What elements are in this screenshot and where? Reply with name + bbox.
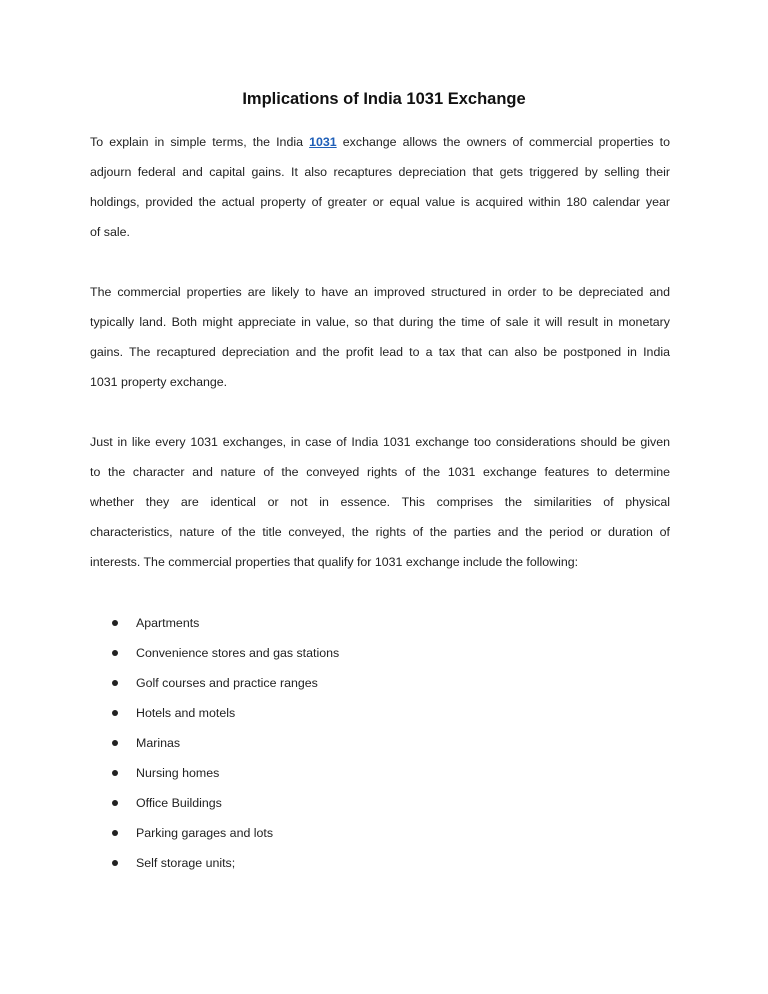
list-item-label: Apartments bbox=[136, 616, 200, 630]
paragraph-depreciation bbox=[90, 277, 670, 397]
link-1031[interactable]: 1031 bbox=[309, 135, 337, 149]
paragraph-line: typically land. Both might appreciate in value, so that during the time of sale it will result in monetary bbox=[90, 315, 670, 329]
text-run: exchange allows the owners of commercial properties to bbox=[336, 135, 670, 149]
bullet-icon bbox=[112, 620, 118, 626]
list-item-label: Parking garages and lots bbox=[136, 826, 274, 840]
list-item-label: Marinas bbox=[136, 736, 181, 750]
document-title: Implications of India 1031 Exchange bbox=[242, 90, 526, 108]
paragraph-line: whether they are identical or not in essence. This comprises the similarities of physical bbox=[90, 495, 670, 509]
bullet-icon bbox=[112, 740, 118, 746]
bullet-icon bbox=[112, 710, 118, 716]
list-item bbox=[108, 848, 339, 878]
bullet-icon bbox=[112, 800, 118, 806]
list-item bbox=[108, 758, 339, 788]
list-item bbox=[108, 668, 339, 698]
bullet-icon bbox=[112, 680, 118, 686]
paragraph-line: gains. The recaptured depreciation and the profit lead to a tax that can also be postponed in India bbox=[90, 345, 670, 359]
text-run: To explain in simple terms, the India bbox=[90, 135, 310, 149]
list-item bbox=[108, 728, 339, 758]
bullet-icon bbox=[112, 860, 118, 866]
list-item bbox=[108, 608, 339, 638]
list-item-label: Hotels and motels bbox=[136, 706, 236, 720]
list-item bbox=[108, 638, 339, 668]
paragraph-intro bbox=[90, 127, 670, 247]
paragraph-line: holdings, provided the actual property of greater or equal value is acquired within 180 calendar year bbox=[90, 195, 670, 209]
list-item bbox=[108, 788, 339, 818]
bullet-icon bbox=[112, 650, 118, 656]
list-item-label: Convenience stores and gas stations bbox=[136, 646, 340, 660]
list-item-label: Self storage units; bbox=[136, 856, 236, 870]
paragraph-line: adjourn federal and capital gains. It also recaptures depreciation that gets triggered by selling their bbox=[90, 165, 670, 179]
paragraph-line: characteristics, nature of the title conveyed, the rights of the parties and the period or duration of bbox=[90, 525, 670, 539]
list-item-label: Golf courses and practice ranges bbox=[136, 676, 318, 690]
paragraph-considerations bbox=[90, 427, 670, 577]
list-item bbox=[108, 818, 339, 848]
paragraph-line: of sale. bbox=[90, 225, 130, 239]
list-item-label: Nursing homes bbox=[136, 766, 220, 780]
paragraph-line: Just in like every 1031 exchanges, in case of India 1031 exchange too considerations should be given bbox=[90, 435, 670, 449]
paragraph-line: 1031 property exchange. bbox=[90, 375, 228, 389]
paragraph-line bbox=[90, 127, 670, 157]
list-item bbox=[108, 698, 339, 728]
property-type-list bbox=[108, 608, 339, 878]
paragraph-line: interests. The commercial properties that qualify for 1031 exchange include the following: bbox=[90, 555, 579, 569]
paragraph-line: The commercial properties are likely to have an improved structured in order to be depreciated and bbox=[90, 285, 670, 299]
paragraph-line: to the character and nature of the conveyed rights of the 1031 exchange features to determine bbox=[90, 465, 670, 479]
list-item-label: Office Buildings bbox=[136, 796, 222, 810]
bullet-icon bbox=[112, 770, 118, 776]
bullet-icon bbox=[112, 830, 118, 836]
